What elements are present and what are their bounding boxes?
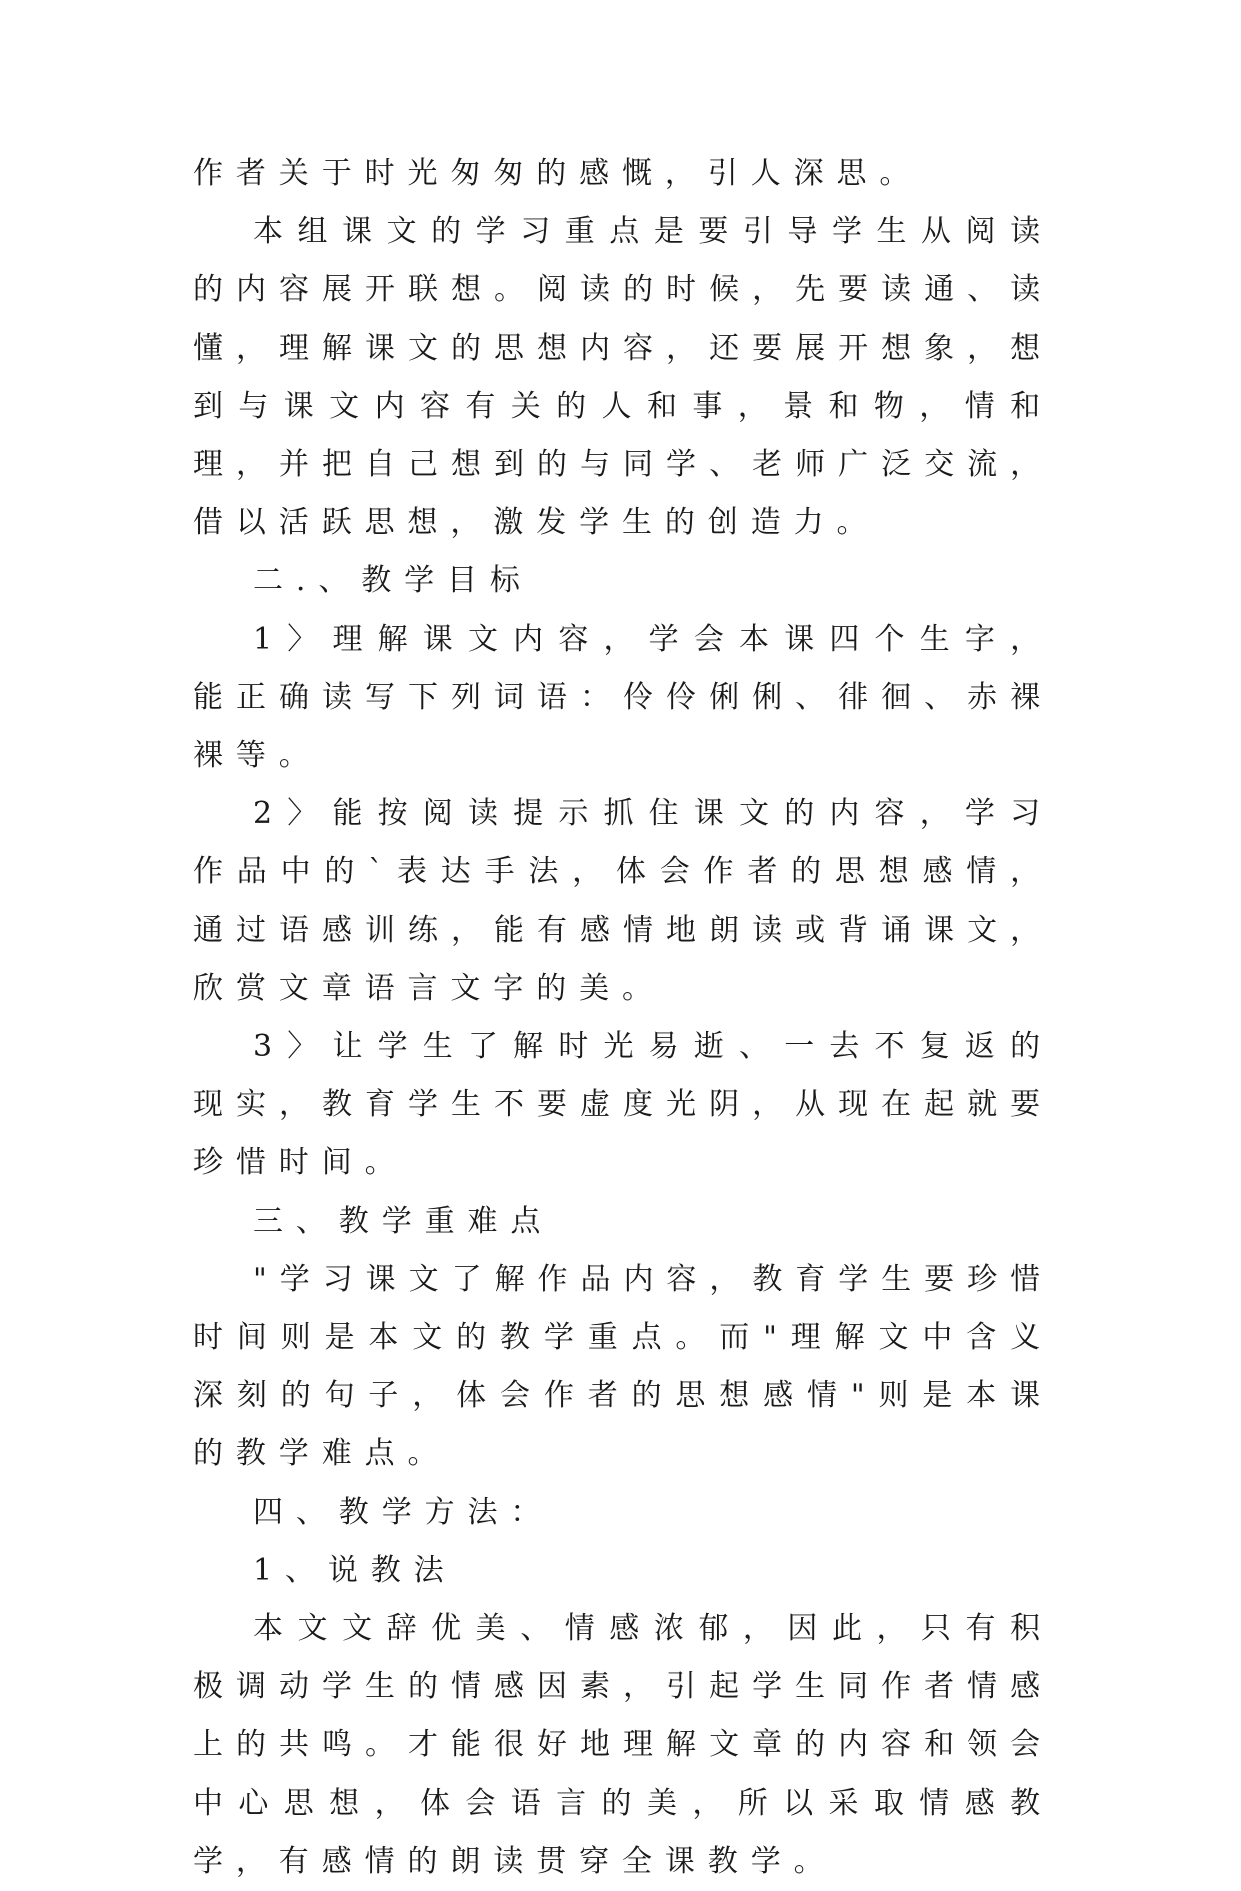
section-heading-objectives: 二.、教学目标 bbox=[253, 563, 533, 599]
objective-1: 1〉理解课文内容，学会本课四个生字，能正确读写下列词语：伶伶俐俐、徘徊、赤裸裸等。 bbox=[193, 621, 1053, 774]
document-page bbox=[193, 145, 1053, 1891]
paragraph-2: 本组课文的学习重点是要引导学生从阅读的内容展开联想。阅读的时候，先要读通、读懂，理解课文的思想内容，还要展开想象，想到与课文内容有关的人和事，景和物，情和理，并把自己想到的与同学、老师广泛交流，借以活跃思想，激发学生的创造力。 bbox=[193, 214, 1053, 541]
paragraph-1: 作者关于时光匆匆的感慨，引人深思。 bbox=[193, 156, 923, 191]
objective-3: 3〉让学生了解时光易逝、一去不复返的现实，教育学生不要虚度光阴，从现在起就要珍惜时间。 bbox=[193, 1029, 1053, 1181]
subheading-teaching-method: 1、说教法 bbox=[253, 1552, 457, 1588]
key-points-paragraph: "学习课文了解作品内容，教育学生要珍惜时间则是本文的教学重点。而"理解文中含义深刻的句子，体会作者的思想感情"则是本课的教学难点。 bbox=[193, 1261, 1053, 1472]
section-heading-methods: 四、教学方法： bbox=[253, 1494, 554, 1530]
objective-2: 2〉能按阅读提示抓住课文的内容，学习作品中的`表达手法，体会作者的思想感情，通过语感训练，能有感情地朗读或背诵课文，欣赏文章语言文字的美。 bbox=[193, 796, 1053, 1006]
section-heading-key-points: 三、教学重难点 bbox=[253, 1203, 554, 1239]
teaching-method-paragraph: 本文文辞优美、情感浓郁，因此，只有积极调动学生的情感因素，引起学生同作者情感上的共鸣。才能很好地理解文章的内容和领会中心思想，体会语言的美，所以采取情感教学，有感情的朗读贯穿全课教学。 bbox=[193, 1611, 1053, 1879]
